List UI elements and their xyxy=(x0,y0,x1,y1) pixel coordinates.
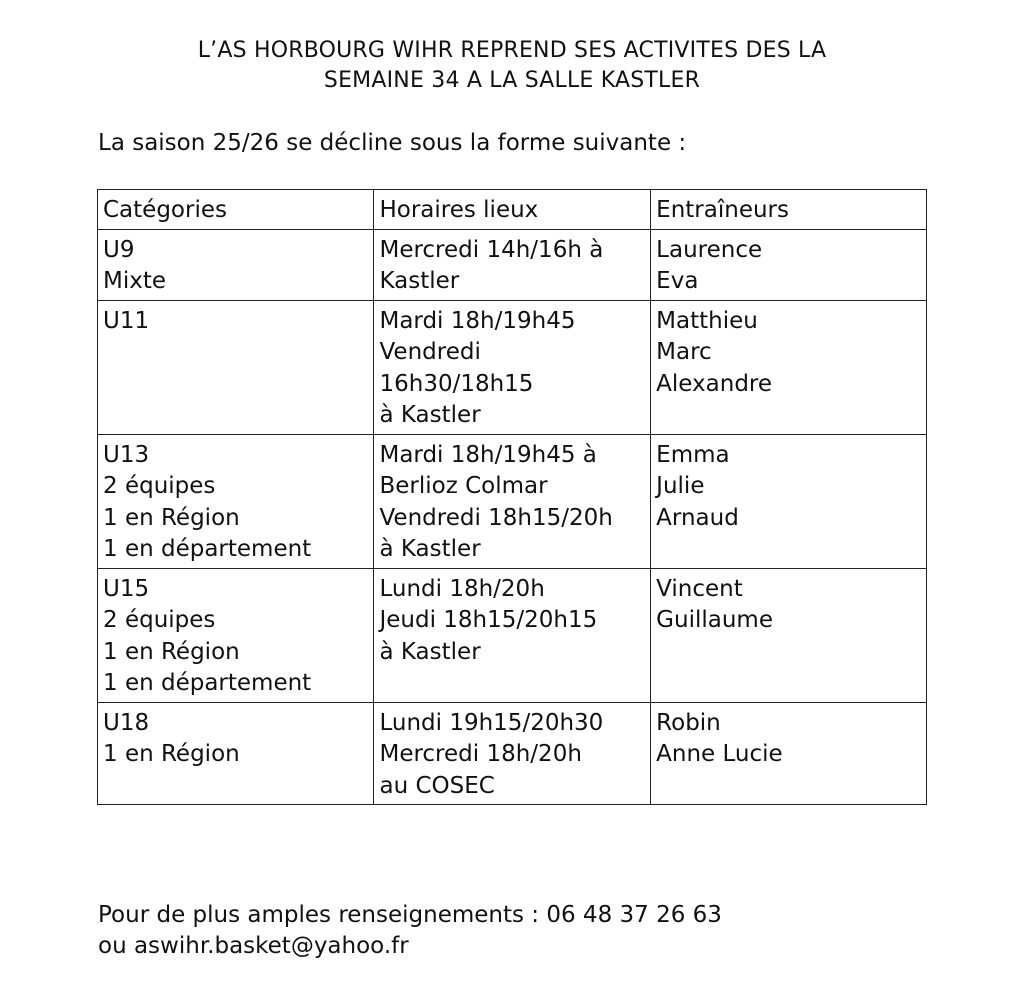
table-row xyxy=(98,229,927,300)
schedule-table xyxy=(97,189,927,805)
cell-line: Jeudi 18h15/20h15 xyxy=(379,607,598,633)
contact-phone: Pour de plus amples renseignements : 06 48 37 26 63 xyxy=(98,902,722,928)
cell-line: Laurence xyxy=(656,236,763,263)
header-entraineurs: Entraîneurs xyxy=(651,190,927,230)
cell-line: Robin xyxy=(656,709,721,736)
cell-line: Emma xyxy=(656,441,730,468)
cell-categorie xyxy=(98,229,374,300)
contact-email: ou aswihr.basket@yahoo.fr xyxy=(98,933,409,959)
table-row xyxy=(98,702,927,805)
cell-line: 1 en Région xyxy=(103,741,240,767)
cell-line: au COSEC xyxy=(379,772,495,799)
cell-line: Marc xyxy=(656,339,712,365)
cell-entraineurs xyxy=(651,702,927,805)
header-horaires: Horaires lieux xyxy=(374,190,651,230)
cell-horaires xyxy=(374,229,651,300)
cell-line: Vendredi xyxy=(379,339,481,365)
page-title xyxy=(0,36,1024,96)
cell-line: 1 en département xyxy=(103,536,312,562)
cell-line: Mardi 18h/19h45 à xyxy=(379,441,597,468)
cell-line: U11 xyxy=(103,307,150,334)
cell-line: Alexandre xyxy=(656,370,773,397)
cell-line: 2 équipes xyxy=(103,473,216,499)
cell-line: à Kastler xyxy=(379,638,481,665)
cell-entraineurs xyxy=(651,434,927,568)
cell-line: 16h30/18h15 xyxy=(379,370,534,397)
cell-line: Mardi 18h/19h45 xyxy=(379,307,576,334)
table-header-row xyxy=(98,190,927,230)
cell-horaires xyxy=(374,300,651,434)
intro-text: La saison 25/26 se décline sous la forme suivante : xyxy=(98,130,687,156)
cell-line: U9 xyxy=(103,236,135,263)
cell-categorie xyxy=(98,434,374,568)
cell-line: Lundi 19h15/20h30 xyxy=(379,709,604,736)
cell-line: Anne Lucie xyxy=(656,741,783,767)
cell-line: Matthieu xyxy=(656,307,758,334)
cell-line: Vincent xyxy=(656,575,743,602)
cell-line: Guillaume xyxy=(656,607,773,633)
cell-line: à Kastler xyxy=(379,536,481,562)
header-categories: Catégories xyxy=(98,190,374,230)
cell-line: Kastler xyxy=(379,268,460,294)
cell-line: Arnaud xyxy=(656,504,739,531)
cell-line: Eva xyxy=(656,268,699,294)
cell-entraineurs xyxy=(651,229,927,300)
cell-line: 1 en Région xyxy=(103,638,240,665)
cell-entraineurs xyxy=(651,568,927,702)
cell-categorie xyxy=(98,702,374,805)
cell-categorie xyxy=(98,300,374,434)
cell-line: à Kastler xyxy=(379,402,481,428)
cell-entraineurs xyxy=(651,300,927,434)
title-line-2: SEMAINE 34 A LA SALLE KASTLER xyxy=(323,68,701,93)
cell-line: 1 en Région xyxy=(103,504,240,531)
cell-line: 1 en département xyxy=(103,670,312,696)
title-line-1: L’AS HORBOURG WIHR REPREND SES ACTIVITES DES LA xyxy=(197,38,827,63)
cell-horaires xyxy=(374,702,651,805)
cell-line: Lundi 18h/20h xyxy=(379,575,545,602)
cell-line: Mixte xyxy=(103,268,167,294)
cell-line: U15 xyxy=(103,575,150,602)
table-row xyxy=(98,300,927,434)
cell-line: U13 xyxy=(103,441,150,468)
table-row xyxy=(98,568,927,702)
contact-info xyxy=(98,900,722,962)
cell-line: 2 équipes xyxy=(103,607,216,633)
cell-line: Julie xyxy=(656,473,705,499)
cell-line: Berlioz Colmar xyxy=(379,473,548,499)
cell-line: Mercredi 14h/16h à xyxy=(379,236,604,263)
cell-horaires xyxy=(374,568,651,702)
cell-horaires xyxy=(374,434,651,568)
cell-categorie xyxy=(98,568,374,702)
cell-line: U18 xyxy=(103,709,150,736)
table-row xyxy=(98,434,927,568)
cell-line: Mercredi 18h/20h xyxy=(379,741,582,767)
cell-line: Vendredi 18h15/20h xyxy=(379,504,613,531)
